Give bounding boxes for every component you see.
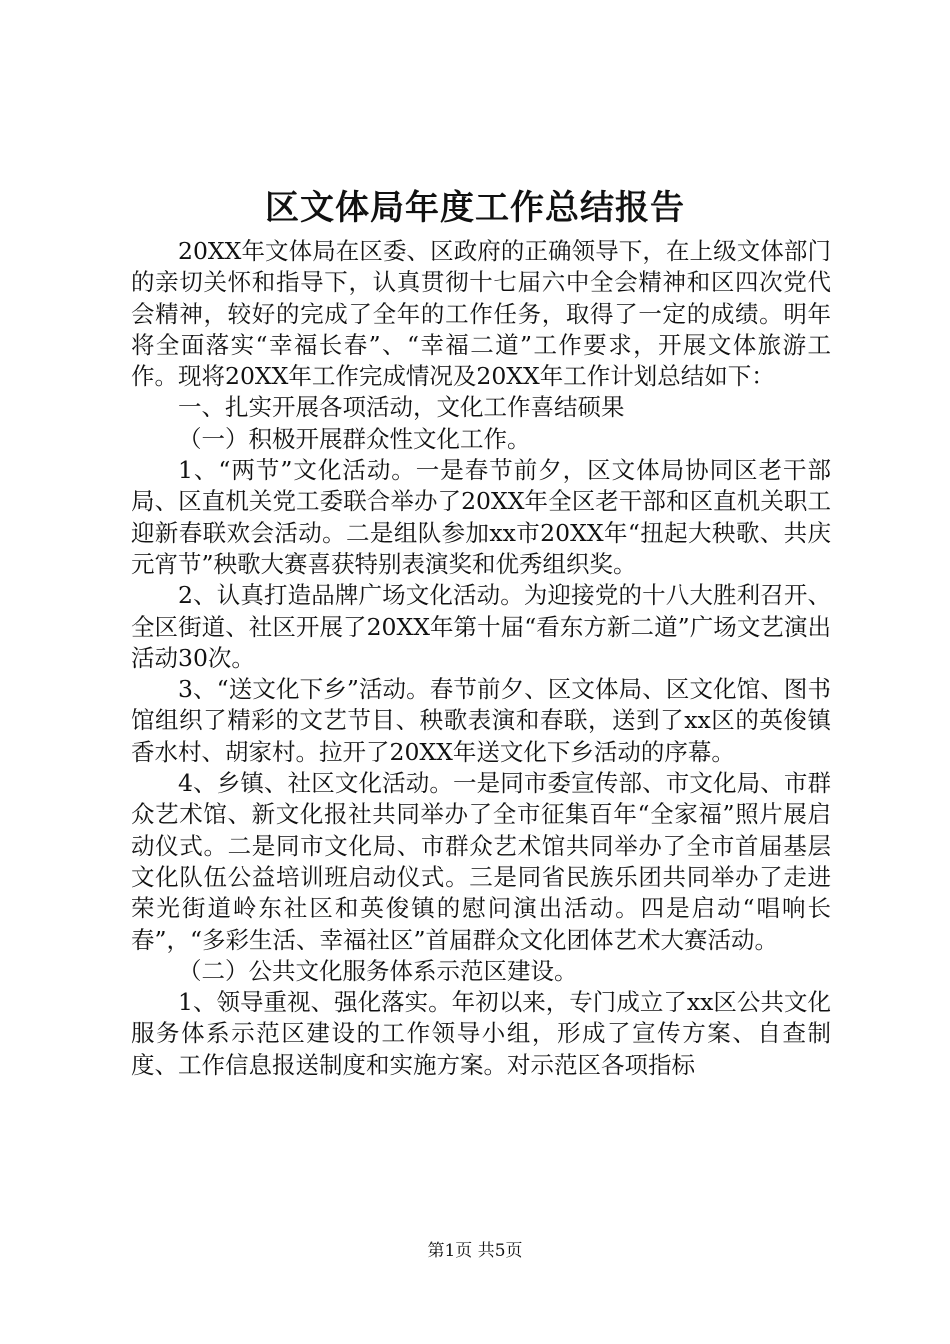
document-body <box>131 236 831 1081</box>
document-title: 区文体局年度工作总结报告 <box>265 188 685 228</box>
paragraph-two-festivals: 1、“两节”文化活动。一是春节前夕，区文体局协同区老干部局、区直机关党工委联合举办了20XX年全区老干部和区直机关职工迎新春联欢会活动。二是组队参加xx市20XX年“扭起大秧歌、共庆元宵节”秧歌大赛喜获特别表演奖和优秀组织奖。 <box>131 456 831 578</box>
intro-paragraph: 20XX年文体局在区委、区政府的正确领导下，在上级文体部门的亲切关怀和指导下，认真贯彻十七届六中全会精神和区四次党代会精神，较好的完成了全年的工作任务，取得了一定的成绩。明年将全面落实“幸福长春”、“幸福二道”工作要求，开展文体旅游工作。现将20XX年工作完成情况及20XX年工作计划总结如下： <box>131 237 831 391</box>
paragraph-square-culture: 2、认真打造品牌广场文化活动。为迎接党的十八大胜利召开、全区街道、社区开展了20XX年第十届“看东方新二道”广场文艺演出活动30次。 <box>131 581 831 672</box>
paragraph-culture-to-countryside: 3、“送文化下乡”活动。春节前夕、区文体局、区文化馆、图书馆组织了精彩的文艺节目、秧歌表演和春联，送到了xx区的英俊镇香水村、胡家村。拉开了20XX年送文化下乡活动的序幕。 <box>131 675 831 766</box>
paragraph-leadership: 1、领导重视、强化落实。年初以来，专门成立了xx区公共文化服务体系示范区建设的工作领导小组，形成了宣传方案、自查制度、工作信息报送制度和实施方案。对示范区各项指标 <box>131 988 831 1079</box>
paragraph-township-community: 4、乡镇、社区文化活动。一是同市委宣传部、市文化局、市群众艺术馆、新文化报社共同举办了全市征集百年“全家福”照片展启动仪式。二是同市文化局、市群众艺术馆共同举办了全市首届基层文化队伍公益培训班启动仪式。三是同省民族乐团共同举办了走进荣光街道岭东社区和英俊镇的慰问演出活动。四是启动“唱响长春”，“多彩生活、幸福社区”首届群众文化团体艺术大赛活动。 <box>131 769 831 954</box>
subsection-heading-2: （二）公共文化服务体系示范区建设。 <box>178 956 578 985</box>
section-heading-1: 一、扎实开展各项活动，文化工作喜结硕果 <box>178 393 625 422</box>
subsection-heading-1: （一）积极开展群众性文化工作。 <box>178 424 531 453</box>
page-number-footer: 第1页 共5页 <box>427 1241 523 1261</box>
